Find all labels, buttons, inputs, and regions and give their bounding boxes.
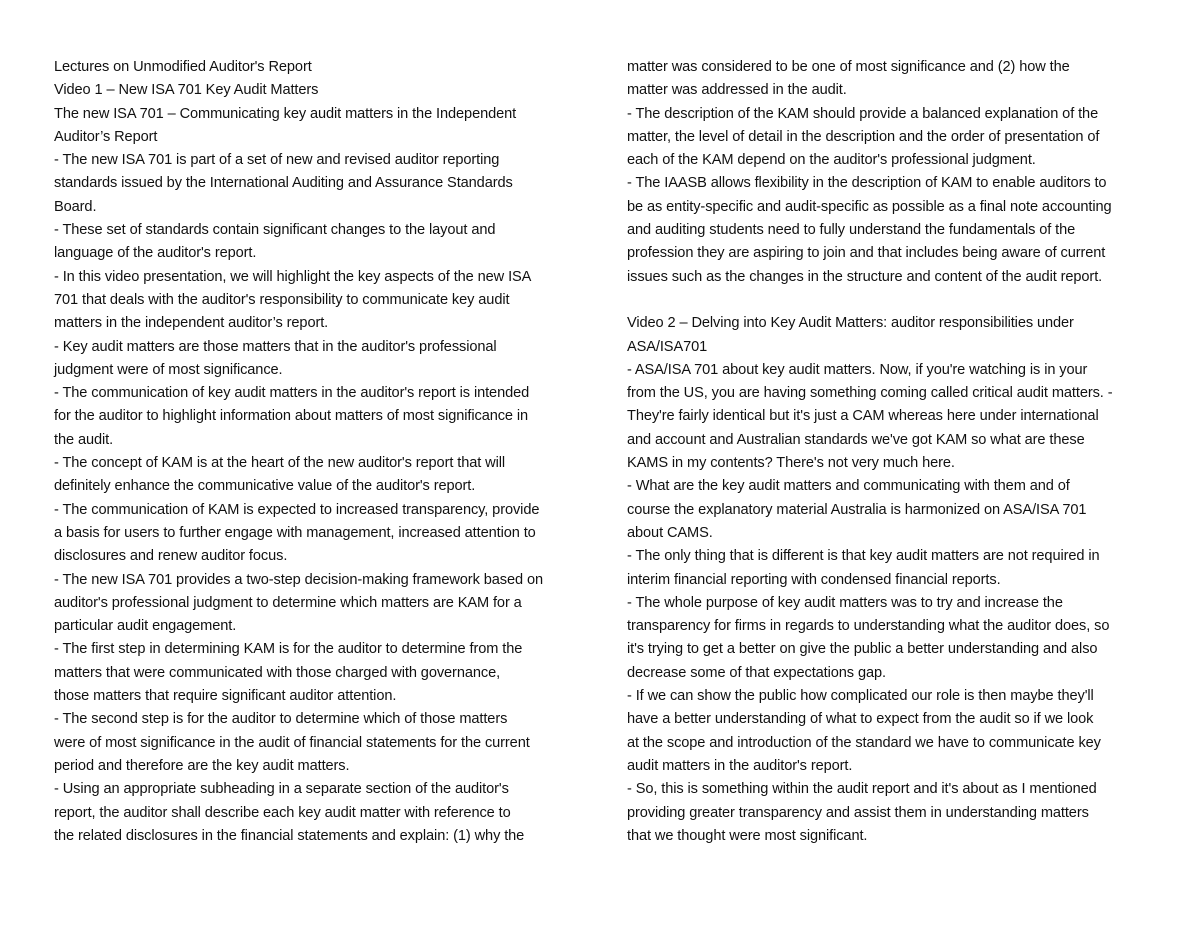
text-line: - So, this is something within the audit report and it's about as I mentioned: [627, 781, 1097, 798]
text-line: the related disclosures in the financial statements and explain: (1) why the: [54, 827, 525, 844]
right-column: [627, 56, 1149, 848]
text-line: and auditing students need to fully understand the fundamentals of the: [627, 222, 1076, 239]
text-line: Video 2 – Delving into Key Audit Matters: auditor responsibilities under: [627, 315, 1074, 332]
text-line: - ASA/ISA 701 about key audit matters. Now, if you're watching is in your: [627, 361, 1088, 378]
text-line: KAMS in my contents? There's not very much here.: [627, 455, 955, 472]
text-line: - The only thing that is different is that key audit matters are not required in: [627, 548, 1100, 565]
text-line: the audit.: [54, 431, 114, 448]
text-line: - The IAASB allows flexibility in the description of KAM to enable auditors to: [627, 175, 1107, 192]
text-line: judgment were of most significance.: [54, 361, 283, 378]
text-line: auditor's professional judgment to determine which matters are KAM for a: [54, 594, 522, 611]
text-line: [627, 289, 1149, 312]
text-line: have a better understanding of what to expect from the audit so if we look: [627, 711, 1094, 728]
text-line: - The second step is for the auditor to determine which of those matters: [54, 711, 508, 728]
text-line: - If we can show the public how complicated our role is then maybe they'll: [627, 688, 1094, 705]
text-line: matter, the level of detail in the description and the order of presentation of: [627, 128, 1100, 145]
text-line: - The whole purpose of key audit matters was to try and increase the: [627, 594, 1063, 611]
text-line: profession they are aspiring to join and that includes being aware of current: [627, 245, 1106, 262]
text-line: The new ISA 701 – Communicating key audit matters in the Independent: [54, 105, 517, 122]
text-line: matter was considered to be one of most significance and (2) how the: [627, 59, 1070, 75]
text-line: Video 1 – New ISA 701 Key Audit Matters: [54, 82, 319, 99]
left-column: [54, 56, 574, 848]
text-line: language of the auditor's report.: [54, 245, 257, 262]
text-line: those matters that require significant auditor attention.: [54, 688, 397, 705]
text-line: were of most significance in the audit of financial statements for the current: [54, 734, 530, 751]
text-line: ASA/ISA701: [627, 338, 708, 355]
text-line: - The concept of KAM is at the heart of the new auditor's report that will: [54, 455, 505, 472]
text-line: Lectures on Unmodified Auditor's Report: [54, 59, 312, 75]
text-line: and account and Australian standards we've got KAM so what are these: [627, 431, 1085, 448]
text-line: particular audit engagement.: [54, 618, 237, 635]
text-line: that we thought were most significant.: [627, 827, 868, 844]
text-line: for the auditor to highlight information about matters of most significance in: [54, 408, 529, 425]
text-line: matters that were communicated with those charged with governance,: [54, 664, 501, 681]
text-line: each of the KAM depend on the auditor's professional judgment.: [627, 152, 1036, 169]
text-line: providing greater transparency and assist them in understanding matters: [627, 804, 1089, 821]
text-line: period and therefore are the key audit matters.: [54, 757, 350, 774]
text-line: standards issued by the International Auditing and Assurance Standards: [54, 175, 513, 192]
text-line: - What are the key audit matters and communicating with them and of: [627, 478, 1070, 495]
text-line: - These set of standards contain significant changes to the layout and: [54, 222, 496, 239]
text-line: issues such as the changes in the structure and content of the audit report.: [627, 268, 1103, 285]
text-line: - The first step in determining KAM is for the auditor to determine from the: [54, 641, 523, 658]
text-line: at the scope and introduction of the standard we have to communicate key: [627, 734, 1101, 751]
text-line: - The description of the KAM should provide a balanced explanation of the: [627, 105, 1099, 122]
text-line: it's trying to get a better on give the public a better understanding and also: [627, 641, 1098, 658]
text-line: from the US, you are having something coming called critical audit matters. -: [627, 385, 1113, 402]
text-line: audit matters in the auditor's report.: [627, 757, 853, 774]
text-line: - The communication of key audit matters in the auditor's report is intended: [54, 385, 530, 402]
text-line: matter was addressed in the audit.: [627, 82, 847, 99]
text-line: - The communication of KAM is expected to increased transparency, provide: [54, 501, 540, 518]
text-line: a basis for users to further engage with management, increased attention to: [54, 524, 536, 541]
text-line: Board.: [54, 198, 97, 215]
text-line: interim financial reporting with condensed financial reports.: [627, 571, 1001, 588]
text-line: definitely enhance the communicative value of the auditor's report.: [54, 478, 476, 495]
text-line: disclosures and renew auditor focus.: [54, 548, 288, 565]
text-line: - In this video presentation, we will highlight the key aspects of the new ISA: [54, 268, 532, 285]
text-line: Auditor’s Report: [54, 128, 158, 145]
text-line: be as entity-specific and audit-specific as possible as a final note accounting: [627, 198, 1112, 215]
text-line: about CAMS.: [627, 524, 713, 541]
text-line: They're fairly identical but it's just a CAM whereas here under international: [627, 408, 1099, 425]
text-line: course the explanatory material Australia is harmonized on ASA/ISA 701: [627, 501, 1087, 518]
text-line: - The new ISA 701 provides a two-step decision-making framework based on: [54, 571, 543, 588]
text-line: - Using an appropriate subheading in a separate section of the auditor's: [54, 781, 509, 798]
text-line: - Key audit matters are those matters that in the auditor's professional: [54, 338, 497, 355]
text-line: matters in the independent auditor’s report.: [54, 315, 329, 332]
text-line: report, the auditor shall describe each key audit matter with reference to: [54, 804, 511, 821]
text-line: - The new ISA 701 is part of a set of new and revised auditor reporting: [54, 152, 500, 169]
text-line: decrease some of that expectations gap.: [627, 664, 886, 681]
text-line: transparency for firms in regards to understanding what the auditor does, so: [627, 618, 1110, 635]
text-line: 701 that deals with the auditor's responsibility to communicate key audit: [54, 291, 510, 308]
